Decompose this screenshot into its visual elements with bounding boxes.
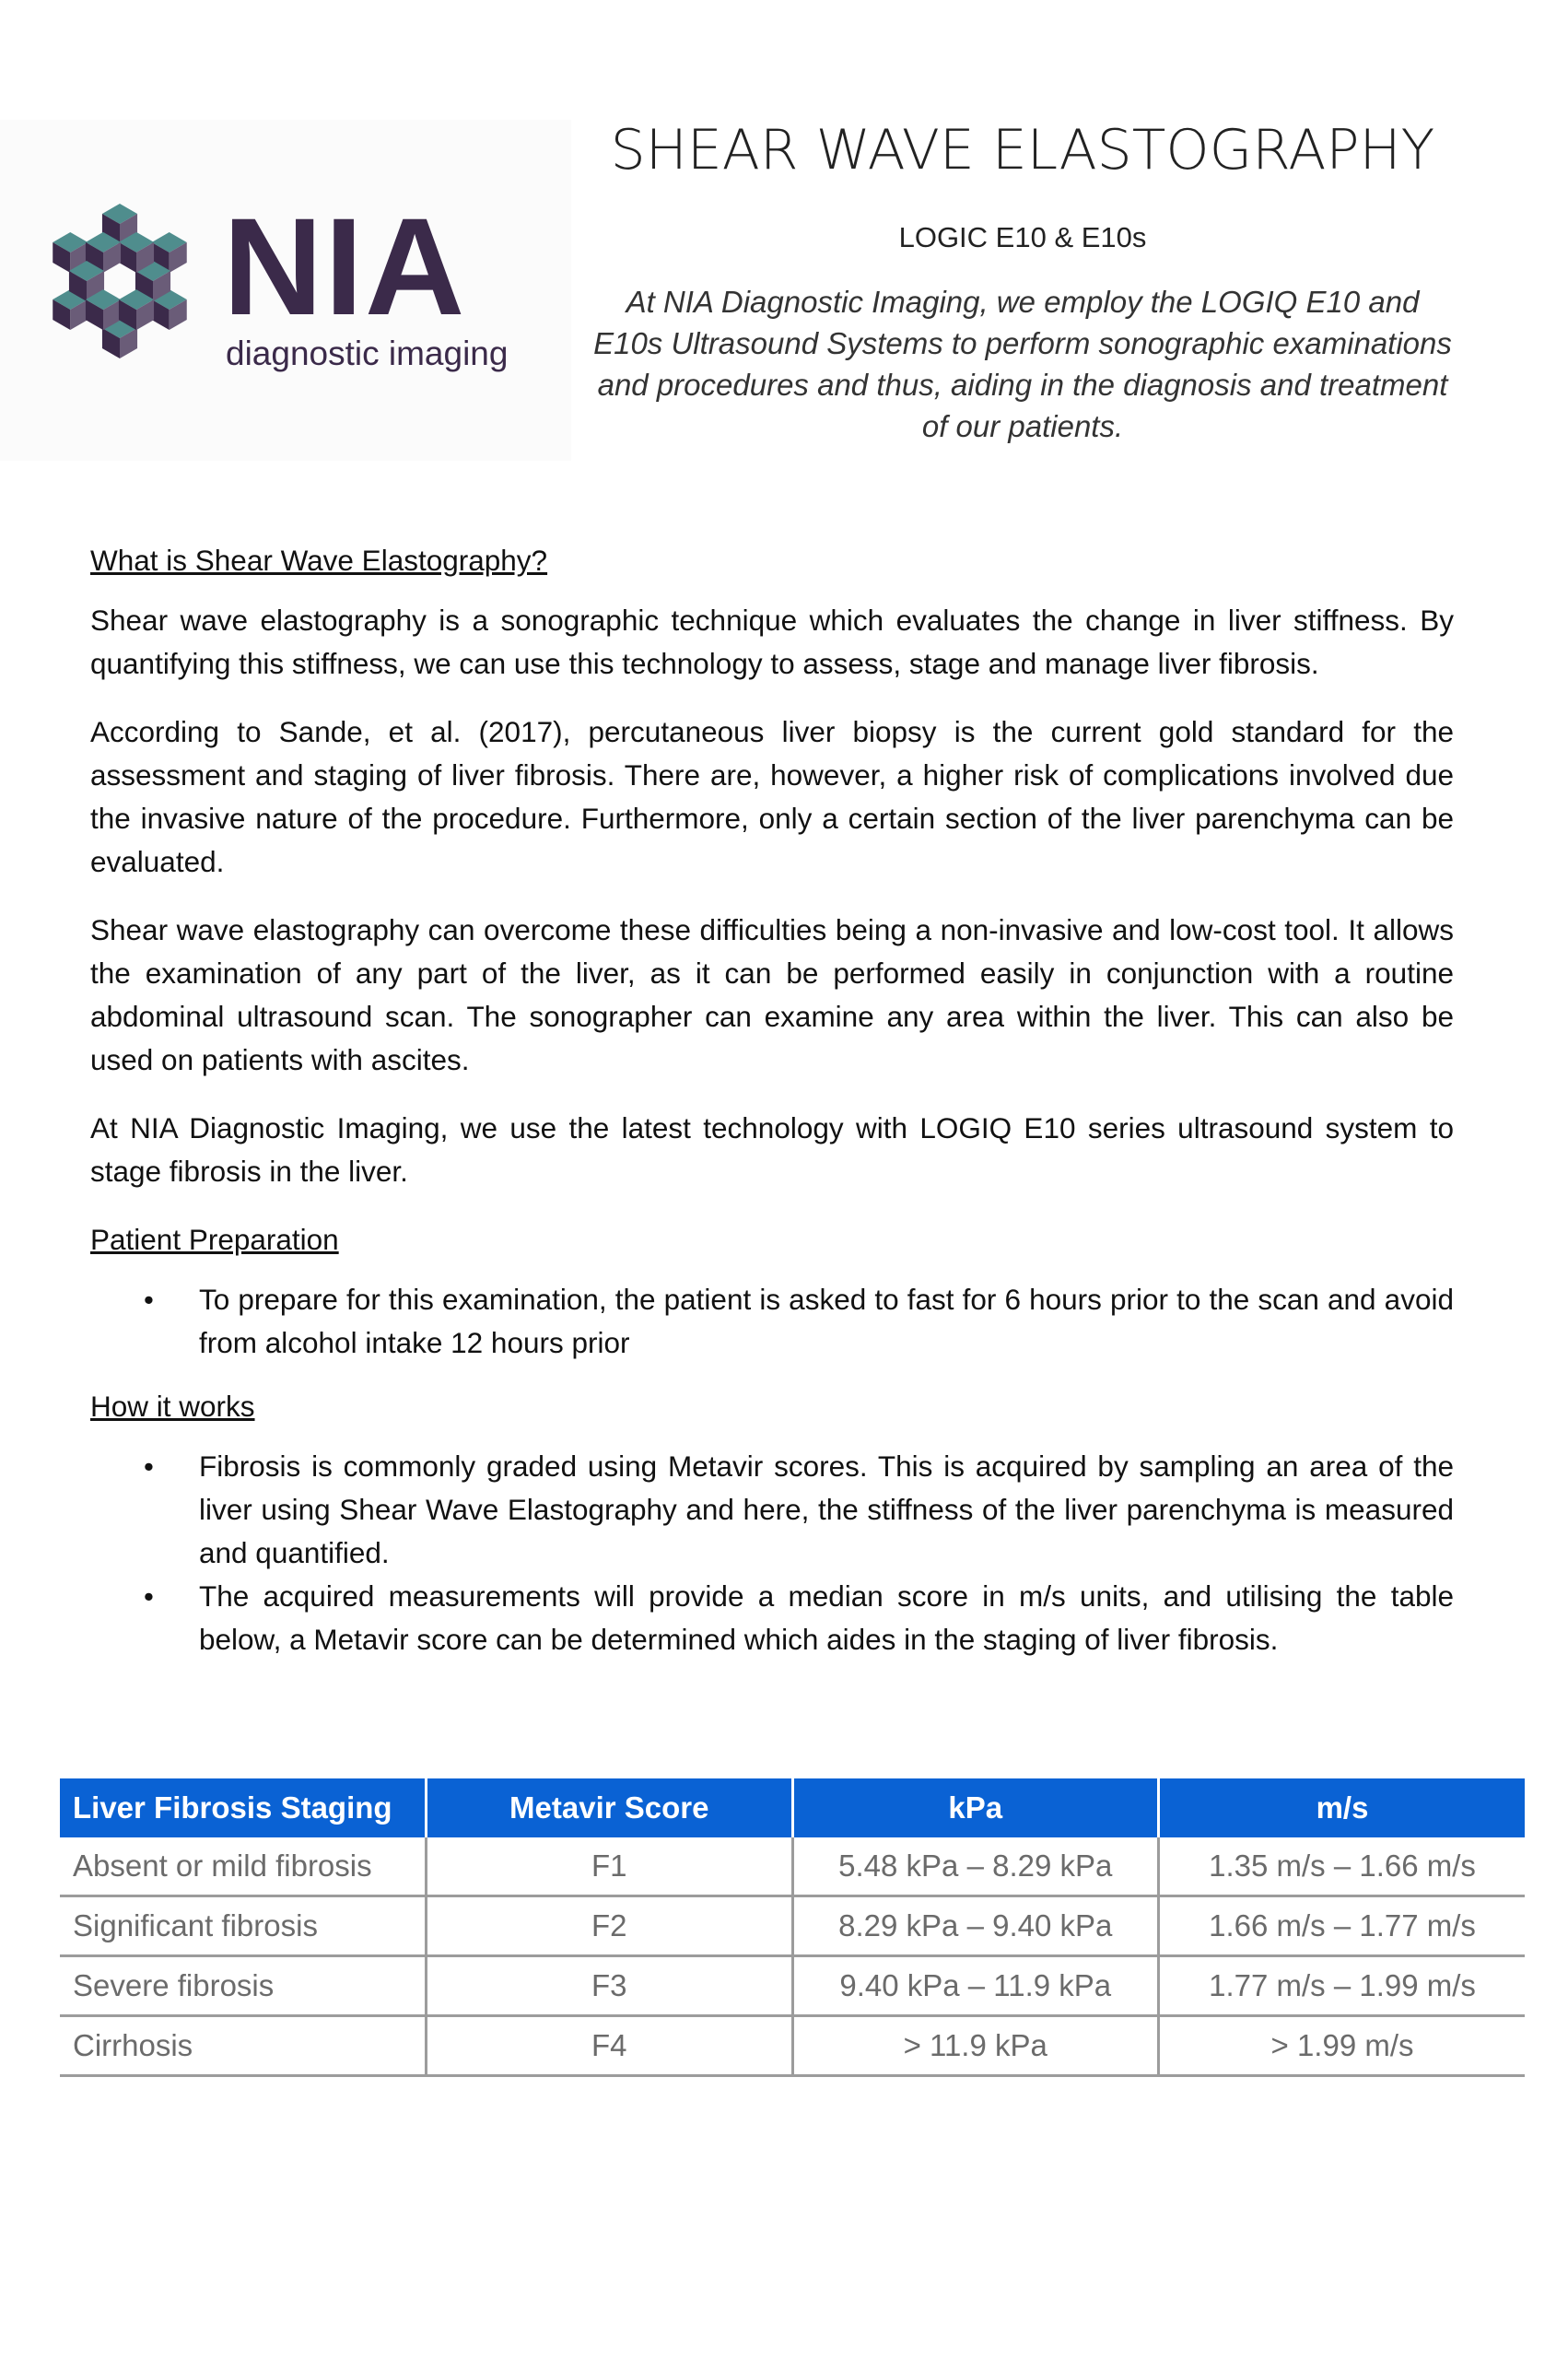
paragraph: Shear wave elastography is a sonographic technique which evaluates the change in liver stiffness. By quantifying this stiffness, we can use this technology to assess, stage and manage liver fibrosis. [90,604,1454,680]
table-row [60,1896,1525,1956]
table-cell: > 11.9 kPa [792,2016,1159,2076]
logo-wordmark: NIA [223,189,467,344]
fibrosis-staging-table [60,1778,1525,2077]
list-item [90,1278,1454,1365]
bullet-icon: • [144,1284,154,1316]
column-header: kPa [792,1778,1159,1837]
table-cell: 1.66 m/s – 1.77 m/s [1159,1896,1526,1956]
table-cell: Severe fibrosis [60,1956,427,2016]
table-cell: 1.35 m/s – 1.66 m/s [1159,1837,1526,1896]
bullet-icon: • [144,1580,154,1613]
table-cell: 9.40 kPa – 11.9 kPa [792,1956,1159,2016]
section-heading-what: What is Shear Wave Elastography? [90,544,548,577]
table-cell: Significant fibrosis [60,1896,427,1956]
table-cell: F4 [427,2016,793,2076]
page-title: SHEAR WAVE ELASTOGRAPHY [610,118,1435,182]
how-it-works-list [90,1445,1454,1661]
intro-paragraph: At NIA Diagnostic Imaging, we employ the LOGIQ E10 and E10s Ultrasound Systems to perform sonographic examinations and procedures and thus, aiding in the diagnosis and treatment of our patients. [593,285,1452,443]
table-cell: F2 [427,1896,793,1956]
section-heading-how: How it works [90,1390,255,1423]
main-content [90,539,1454,1682]
table-cell: > 1.99 m/s [1159,2016,1526,2076]
table-cell: F1 [427,1837,793,1896]
section-heading-preparation: Patient Preparation [90,1223,339,1256]
table-cell: F3 [427,1956,793,2016]
table-cell: 1.77 m/s – 1.99 m/s [1159,1956,1526,2016]
column-header: Liver Fibrosis Staging [60,1778,427,1837]
table-cell: Absent or mild fibrosis [60,1837,427,1896]
list-item-text: To prepare for this examination, the patient is asked to fast for 6 hours prior to the scan and avoid from alcohol intake 12 hours prior [199,1283,1454,1359]
list-item-text: Fibrosis is commonly graded using Metavir scores. This is acquired by sampling an area of the liver using Shear Wave Elastography and here, the stiffness of the liver parenchyma is measured and quantified. [199,1449,1454,1569]
fibrosis-staging-table-container [60,1778,1525,2077]
table-row [60,1956,1525,2016]
column-header: m/s [1159,1778,1526,1837]
list-item [90,1575,1454,1661]
table-cell: Cirrhosis [60,2016,427,2076]
preparation-list [90,1278,1454,1365]
table-row [60,2016,1525,2076]
table-header-row [60,1778,1525,1837]
paragraph: Shear wave elastography can overcome these difficulties being a non-invasive and low-cost tool. It allows the examination of any part of the liver, as it can be performed easily in conjunction with a routine abdominal ultrasound scan. The sonographer can examine any area within the liver. This can also be used on patients with ascites. [90,913,1454,1076]
column-header: Metavir Score [427,1778,793,1837]
nia-logo-cube-icon [37,189,203,373]
paragraph: According to Sande, et al. (2017), percutaneous liver biopsy is the current gold standard for the assessment and staging of liver fibrosis. There are, however, a higher risk of complications involved due the invasive nature of the procedure. Furthermore, only a certain section of the liver parenchyma can be evaluated. [90,715,1454,878]
table-cell: 5.48 kPa – 8.29 kPa [792,1837,1159,1896]
page-subtitle: LOGIC E10 & E10s [898,221,1147,253]
table-cell: 8.29 kPa – 9.40 kPa [792,1896,1159,1956]
table-row [60,1837,1525,1896]
list-item [90,1445,1454,1575]
logo-tagline: diagnostic imaging [226,334,509,372]
paragraph: At NIA Diagnostic Imaging, we use the latest technology with LOGIQ E10 series ultrasound system to stage fibrosis in the liver. [90,1111,1454,1188]
list-item-text: The acquired measurements will provide a median score in m/s units, and utilising the table below, a Metavir score can be determined which aides in the staging of liver fibrosis. [199,1579,1454,1656]
bullet-icon: • [144,1450,154,1483]
